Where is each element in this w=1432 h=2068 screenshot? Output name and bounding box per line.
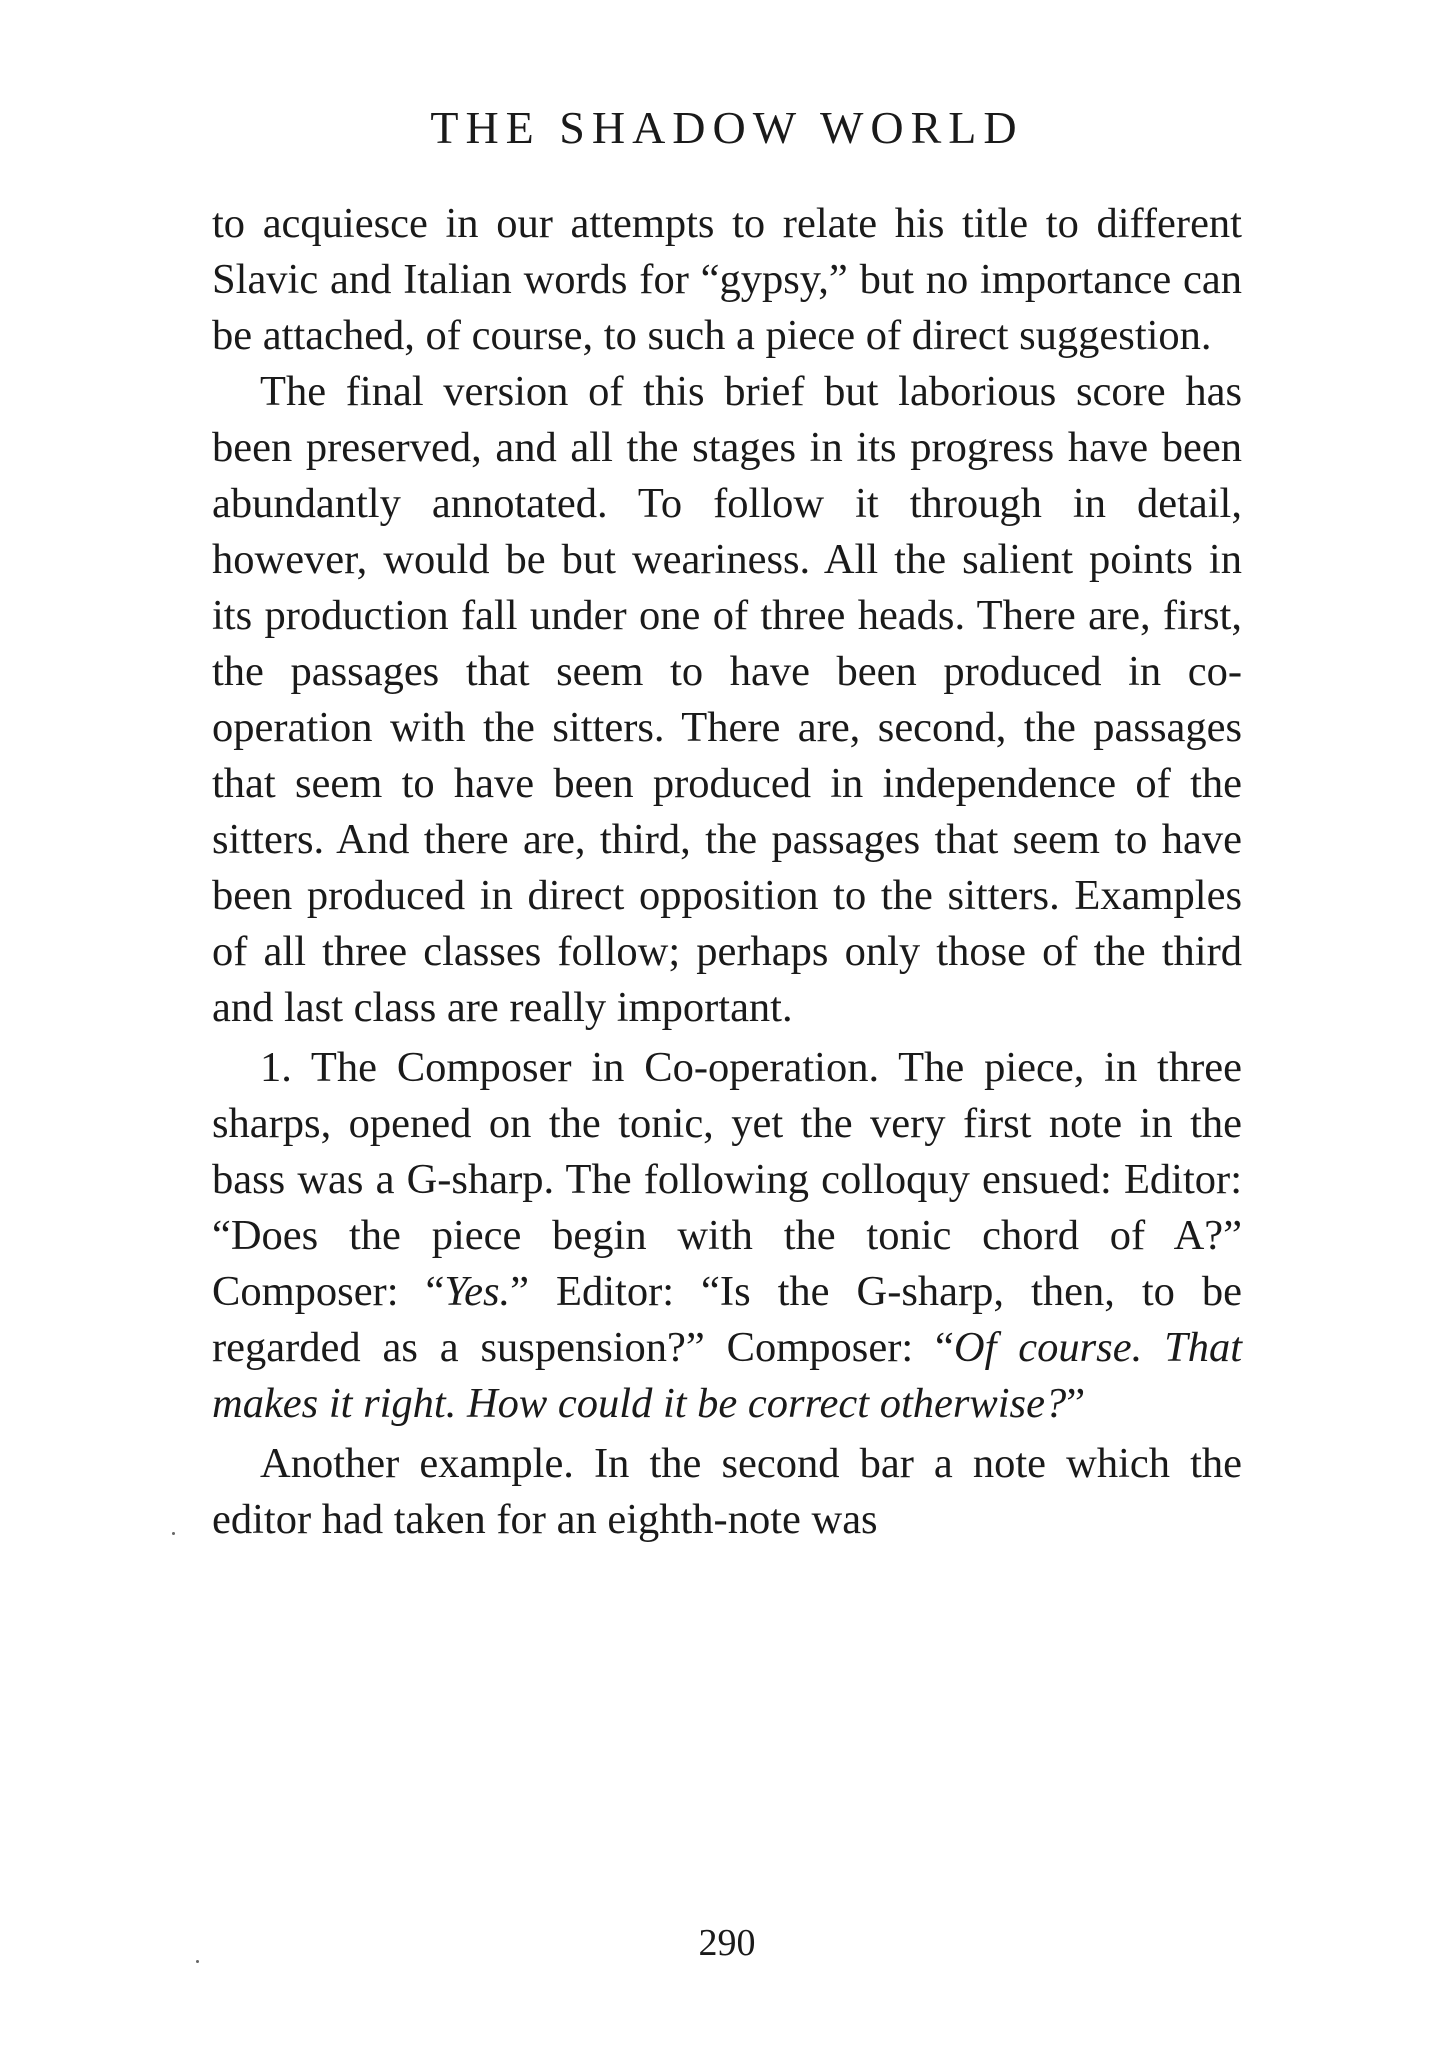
paper-speck — [196, 1960, 199, 1963]
paragraph-continued: to acquiesce in our attempts to relate his title to different Slavic and Italian words for “gypsy,” but no importance can be attached, of course, to such a piece of direct suggestion. — [212, 200, 1242, 359]
page-number: 290 — [698, 1922, 756, 1964]
paragraph-segment: ” — [1066, 1380, 1086, 1427]
paper-speck — [172, 1532, 175, 1535]
paragraph-another-example: Another example. In the second bar a note which the editor had taken for an eighth-note was — [212, 1440, 1242, 1543]
italic-reply-yes: Yes. — [444, 1268, 511, 1315]
italic-reply-of-course: Of course. That makes it right. How could it be correct otherwise? — [212, 1324, 1243, 1427]
running-head: THE SHADOW WORLD — [430, 102, 1024, 153]
paragraph-segment: 1. The Composer in Co-operation. The piece, in three sharps, opened on the tonic, yet the very first note in the bass was a G-sharp. The following colloquy ensued: Editor: “Does the piece begin with the tonic chord of A?” Composer: “ — [212, 1044, 1242, 1315]
body-text — [212, 196, 1242, 1548]
paragraph-final-version: The final version of this brief but laborious score has been preserved, and all the stages in its progress have been abundantly annotated. To follow it through in detail, however, would be but weariness. All the salient points in its production fall under one of three heads. There are, first, the passages that seem to have been produced in co-operation with the sitters. There are, second, the passages that seem to have been produced in independence of the sitters. And there are, third, the passages that seem to have been produced in direct opposition to the sitters. Examples of all three classes follow; perhaps only those of the third and last class are really important. — [212, 368, 1242, 1031]
paragraph-composer-cooperation — [212, 1040, 1242, 1432]
paragraph-segment: ” Editor: “Is the G-sharp, then, to be regarded as a suspension?” Composer: “ — [212, 1268, 1242, 1371]
